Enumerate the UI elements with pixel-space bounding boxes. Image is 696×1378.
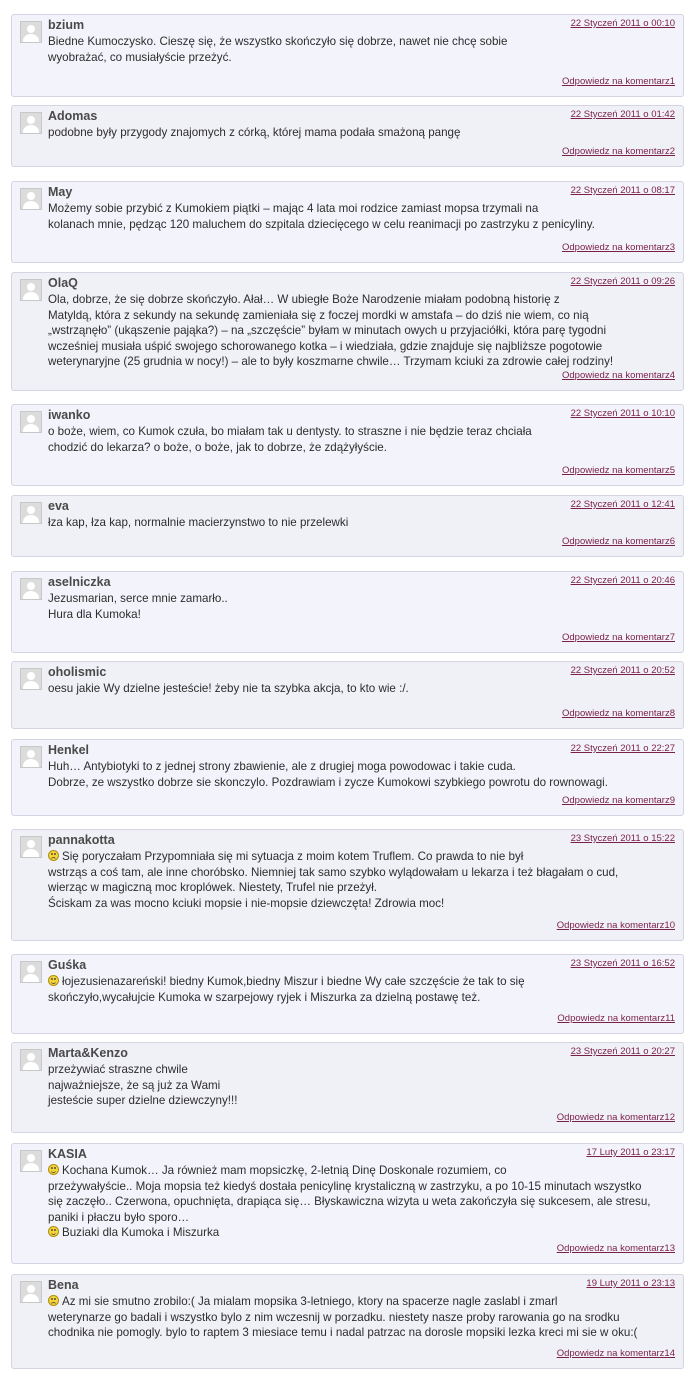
comment-text-line bbox=[48, 759, 671, 775]
comment-text: podobne były przygody znajomych z córką, której mama podała smażoną pangę bbox=[48, 126, 461, 139]
comment-text: się zaczęło.. Czerwona, opuchnięta, drapiąca się… Błyskawiczna wizyta u weta zakończyła się sukcesem, ale stresu, bbox=[48, 1195, 651, 1208]
comment-text-line bbox=[48, 591, 671, 607]
comment bbox=[11, 1274, 684, 1369]
comment-text: Się poryczałam Przypomniała się mi sytuacja z moim kotem Truflem. Co prawda to nie był bbox=[62, 850, 524, 863]
reply-link[interactable]: Odpowiedz na komentarz4 bbox=[561, 370, 675, 381]
avatar bbox=[20, 668, 42, 690]
comment-body bbox=[48, 1163, 671, 1241]
comment-date-link[interactable]: 22 Styczeń 2011 o 00:10 bbox=[570, 18, 675, 29]
comment-text: skończyło,wycałujcie Kumoka w szarpejowy ryjek i Miszurka za dzielną postawę też. bbox=[48, 990, 481, 1004]
comment-author: bzium bbox=[48, 18, 85, 32]
reply-link[interactable]: Odpowiedz na komentarz8 bbox=[561, 708, 675, 719]
comment-body bbox=[48, 681, 671, 697]
comment-text-line bbox=[48, 974, 671, 990]
comment-author: KASIA bbox=[48, 1147, 87, 1161]
comment-body bbox=[48, 515, 671, 531]
comment bbox=[11, 571, 684, 653]
comment-body bbox=[48, 125, 671, 141]
comment-text-line bbox=[48, 865, 671, 881]
comment-body bbox=[48, 1062, 671, 1109]
comment-text-line bbox=[48, 308, 671, 324]
comment-text: Biedne Kumoczysko. Cieszę się, że wszystko skończyło się dobrze, nawet nie chcę sobie bbox=[48, 35, 508, 48]
comment-text: Kochana Kumok… Ja również mam mopsiczkę, 2-letnią Dinę Doskonale rozumiem, co bbox=[62, 1164, 507, 1177]
comment-text-line bbox=[48, 1194, 671, 1210]
comment-author: Adomas bbox=[48, 109, 98, 123]
comment-text: Matyldą, która z sekundy na sekundę zamieniała się z foczej mordki w amstafa – do dziś nie wiem, co nią bbox=[48, 308, 589, 322]
comment bbox=[11, 1042, 684, 1133]
comment-date-link[interactable]: 22 Styczeń 2011 o 12:41 bbox=[570, 499, 675, 510]
avatar bbox=[20, 1150, 42, 1172]
sad-smiley-icon bbox=[48, 850, 59, 861]
comment-text-line bbox=[48, 1310, 671, 1326]
comment-text-line bbox=[48, 849, 671, 865]
comment-author: pannakotta bbox=[48, 833, 115, 847]
comment-text: Huh… Antybiotyki to z jednej strony zbawienie, ale z drugiej moga powodowac i takie cuda. bbox=[48, 760, 516, 773]
comment-text-line bbox=[48, 323, 671, 339]
comment-text: kolanach mnie, pędząc 120 maluchem do szpitala dziecięcego w celu reanimacji po zastrzyku z penicyliny. bbox=[48, 217, 595, 231]
comment-date-link[interactable]: 17 Luty 2011 o 23:17 bbox=[586, 1147, 675, 1158]
comment-text-line bbox=[48, 515, 671, 531]
comment-text-line bbox=[48, 201, 671, 217]
comment-date-link[interactable]: 23 Styczeń 2011 o 20:27 bbox=[570, 1046, 675, 1057]
comment-text-line bbox=[48, 1179, 671, 1195]
reply-link[interactable]: Odpowiedz na komentarz14 bbox=[556, 1348, 675, 1359]
comment-text-line bbox=[48, 990, 671, 1006]
comment bbox=[11, 272, 684, 391]
reply-link[interactable]: Odpowiedz na komentarz10 bbox=[556, 920, 675, 931]
comment-text-line bbox=[48, 292, 671, 308]
comment-author: Henkel bbox=[48, 743, 89, 757]
comment-text-line bbox=[48, 681, 671, 697]
comment-text: oesu jakie Wy dzielne jesteście! żeby nie ta szybka akcja, to kto wie :/. bbox=[48, 682, 409, 695]
comment-text-line bbox=[48, 896, 671, 912]
sad-smiley-icon bbox=[48, 1295, 59, 1306]
comment-text: wierząc w magiczną moc kroplówek. Niestety, Trufel nie przeżył. bbox=[48, 881, 378, 894]
comment-text-line bbox=[48, 1294, 671, 1310]
comment-text: najważniejsze, że są już za Wami bbox=[48, 1078, 221, 1092]
comment-text-line bbox=[48, 125, 671, 141]
comment-text: jesteście super dzielne dziewczyny!!! bbox=[48, 1094, 238, 1107]
reply-link[interactable]: Odpowiedz na komentarz5 bbox=[561, 465, 675, 476]
reply-link[interactable]: Odpowiedz na komentarz3 bbox=[561, 242, 675, 253]
comment-text-line bbox=[48, 1062, 671, 1078]
comment-body bbox=[48, 201, 671, 232]
comment-body bbox=[48, 759, 671, 790]
avatar bbox=[20, 1281, 42, 1303]
happy-smiley-icon bbox=[48, 1164, 59, 1175]
comment-text: weterynaryjne (25 grudnia w nocy!) – ale to były koszmarne chwile… Trzymam kciuki za zdrowie całej rodziny! bbox=[48, 355, 614, 368]
comment-text: Az mi sie smutno zrobilo:( Ja mialam mopsika 3-letniego, ktory na spacerze nagle zaslabl i zmarl bbox=[62, 1295, 558, 1308]
comment-text-line bbox=[48, 440, 671, 456]
comment bbox=[11, 495, 684, 557]
comment-text-line bbox=[48, 50, 671, 66]
avatar bbox=[20, 961, 42, 983]
comment bbox=[11, 181, 684, 263]
comment-body bbox=[48, 1294, 671, 1341]
comment-author: aselniczka bbox=[48, 575, 111, 589]
comment-author: Guśka bbox=[48, 958, 87, 972]
reply-link[interactable]: Odpowiedz na komentarz7 bbox=[561, 632, 675, 643]
reply-link[interactable]: Odpowiedz na komentarz13 bbox=[556, 1243, 675, 1254]
comment-text: przeżywałyście.. Moja mopsia też kiedyś dostała penicylinę krystaliczną w zastrzyku, a po 10-15 minutach wszystko bbox=[48, 1179, 642, 1193]
comment-body bbox=[48, 974, 671, 1005]
comment-author: oholismic bbox=[48, 665, 107, 679]
comment-text: chodzić do lekarza? o boże, o boże, jak to dobrze, że zdążyłyście. bbox=[48, 440, 387, 454]
avatar bbox=[20, 1049, 42, 1071]
comment-text: Ola, dobrze, że się dobrze skończyło. Ałał… W ubiegłe Boże Narodzenie miałam podobną historię z bbox=[48, 293, 560, 306]
comment bbox=[11, 14, 684, 97]
comment bbox=[11, 1143, 684, 1264]
comment-text: wyobrażać, co musiałyście przeżyć. bbox=[48, 50, 232, 64]
comment-date-link[interactable]: 22 Styczeń 2011 o 20:52 bbox=[570, 665, 675, 676]
comment-body bbox=[48, 292, 671, 370]
comment-text-line bbox=[48, 1210, 671, 1226]
comment-text: paniki i płaczu było sporo… bbox=[48, 1210, 190, 1224]
comment bbox=[11, 829, 684, 941]
comment-text: wcześniej musiała uśpić swojego schorowanego kotka – i wiedziała, gdzie znajduje się najbliższe pogotowie bbox=[48, 339, 603, 353]
comment bbox=[11, 954, 684, 1034]
comment-body bbox=[48, 849, 671, 911]
reply-link[interactable]: Odpowiedz na komentarz6 bbox=[561, 536, 675, 547]
comment-date-link[interactable]: 22 Styczeń 2011 o 08:17 bbox=[570, 185, 675, 196]
comment-text-line bbox=[48, 1163, 671, 1179]
comment bbox=[11, 105, 684, 167]
comment-text-line bbox=[48, 34, 671, 50]
comment-text-line bbox=[48, 1093, 671, 1109]
comment-text: Hura dla Kumoka! bbox=[48, 607, 141, 621]
comment-text: łojezusienazareński! biedny Kumok,biedny Miszur i biedne Wy całe szczęście że tak to się bbox=[62, 975, 525, 988]
reply-link[interactable]: Odpowiedz na komentarz2 bbox=[561, 146, 675, 157]
comment-date-link[interactable]: 22 Styczeń 2011 o 09:26 bbox=[570, 276, 675, 287]
comment-text: Dobrze, ze wszystko dobrze sie skonczylo. Pozdrawiam i zycze Kumokowi szybkiego powrotu do rownowagi. bbox=[48, 775, 608, 789]
comment-author: Bena bbox=[48, 1278, 79, 1292]
comment-date-link[interactable]: 23 Styczeń 2011 o 15:22 bbox=[570, 833, 675, 844]
comment-text: Ściskam za was mocno kciuki mopsie i nie-mopsie dziewczęta! Zdrowia moc! bbox=[48, 896, 445, 910]
avatar bbox=[20, 279, 42, 301]
avatar bbox=[20, 502, 42, 524]
comment-text: „wstrząnęło” (ukąszenie pająka?) – na „szczęście” byłam w minutach owych u przyjaciółki, która parę tygodni bbox=[48, 324, 607, 337]
comment-text-line bbox=[48, 354, 671, 370]
comment-text-line bbox=[48, 1225, 671, 1241]
comment-date-link[interactable]: 22 Styczeń 2011 o 20:46 bbox=[570, 575, 675, 586]
comment-body bbox=[48, 424, 671, 455]
comment-text: Buziaki dla Kumoka i Miszurka bbox=[62, 1226, 220, 1239]
comment-text: wstrząs a coś tam, ale inne choróbsko. Niemniej tak samo szybko wylądowałam u lekarza i też błagałam o cud, bbox=[48, 865, 619, 879]
avatar bbox=[20, 411, 42, 433]
reply-link[interactable]: Odpowiedz na komentarz11 bbox=[557, 1013, 675, 1024]
comment-author: OlaQ bbox=[48, 276, 78, 290]
comment-text: weterynarze go badali i wszystko bylo z nim wczesnij w porzadku. niestety nasze proby rarowania go na srodku bbox=[48, 1310, 620, 1324]
comment-date-link[interactable]: 19 Luty 2011 o 23:13 bbox=[586, 1278, 675, 1289]
reply-link[interactable]: Odpowiedz na komentarz1 bbox=[561, 76, 675, 87]
comment-text: chodnika nie pomogly. bylo to raptem 3 miesiace temu i nadal patrzac na dorosle mopsiki lezka kreci mi sie w oku:( bbox=[48, 1326, 638, 1339]
avatar bbox=[20, 578, 42, 600]
comment-text-line bbox=[48, 607, 671, 623]
avatar bbox=[20, 21, 42, 43]
comment-text-line bbox=[48, 339, 671, 355]
comment-date-link[interactable]: 22 Styczeń 2011 o 22:27 bbox=[570, 743, 675, 754]
comment-text-line bbox=[48, 880, 671, 896]
avatar bbox=[20, 188, 42, 210]
comment-date-link[interactable]: 22 Styczeń 2011 o 10:10 bbox=[570, 408, 675, 419]
comment-body bbox=[48, 591, 671, 622]
comment-author: May bbox=[48, 185, 73, 199]
comment-text-line bbox=[48, 1078, 671, 1094]
comment-author: iwanko bbox=[48, 408, 91, 422]
comment-text-line bbox=[48, 217, 671, 233]
comment-text: przeżywiać straszne chwile bbox=[48, 1063, 188, 1076]
reply-link[interactable]: Odpowiedz na komentarz12 bbox=[556, 1112, 675, 1123]
comment-text-line bbox=[48, 775, 671, 791]
comment-text-line bbox=[48, 1325, 671, 1341]
comment-text: Możemy sobie przybić z Kumokiem piątki – mając 4 lata moi rodzice zamiast mopsa trzymali na bbox=[48, 202, 539, 215]
comment-date-link[interactable]: 23 Styczeń 2011 o 16:52 bbox=[570, 958, 675, 969]
avatar bbox=[20, 746, 42, 768]
comment bbox=[11, 661, 684, 729]
comment-text: o boże, wiem, co Kumok czuła, bo miałam tak u dentysty. to straszne i nie będzie teraz chciała bbox=[48, 425, 532, 438]
happy-smiley-icon bbox=[48, 1226, 59, 1237]
comment-text: Jezusmarian, serce mnie zamarło.. bbox=[48, 592, 228, 605]
comment-date-link[interactable]: 22 Styczeń 2011 o 01:42 bbox=[570, 109, 675, 120]
comment-text-line bbox=[48, 424, 671, 440]
comment-body bbox=[48, 34, 671, 65]
happy-smiley-icon bbox=[48, 975, 59, 986]
avatar bbox=[20, 112, 42, 134]
comment-author: Marta&Kenzo bbox=[48, 1046, 128, 1060]
reply-link[interactable]: Odpowiedz na komentarz9 bbox=[561, 795, 675, 806]
comment-text: łza kap, łza kap, normalnie macierzynstwo to nie przelewki bbox=[48, 516, 349, 529]
avatar bbox=[20, 836, 42, 858]
comment-author: eva bbox=[48, 499, 69, 513]
comment bbox=[11, 404, 684, 486]
comment bbox=[11, 739, 684, 816]
